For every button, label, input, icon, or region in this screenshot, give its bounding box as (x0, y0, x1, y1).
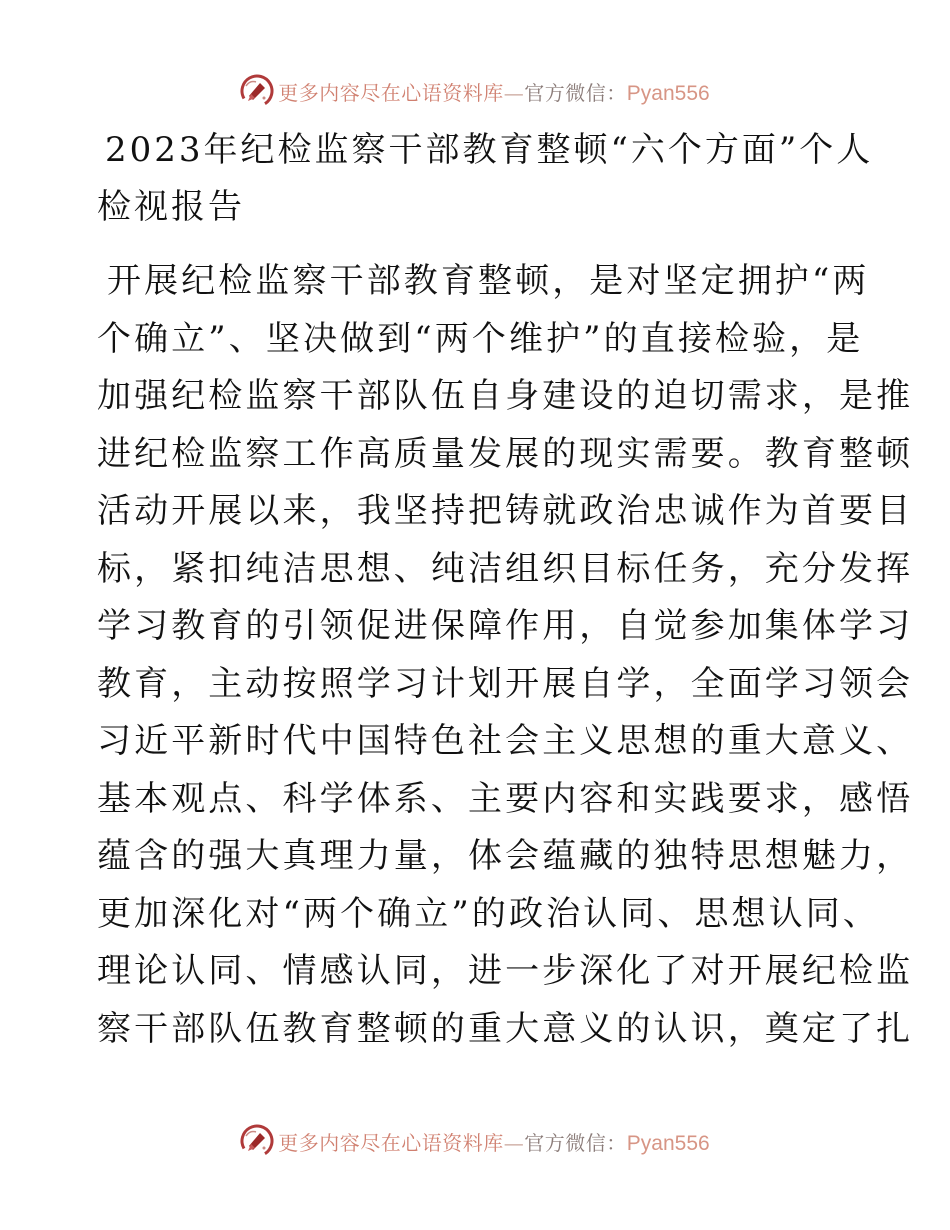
watermark-wechat-label: 官方微信： (524, 1130, 627, 1155)
title-line-1: 2023年纪检监察干部教育整顿“六个方面”个人 (105, 130, 874, 170)
watermark-wechat-label: 官方微信： (524, 80, 627, 105)
body-line: 基本观点、科学体系、主要内容和实践要求，感悟 (97, 778, 914, 819)
watermark-site-name: 更多内容尽在心语资料库 (278, 80, 504, 105)
body-line: 理论认同、情感认同，进一步深化了对开展纪检监 (97, 951, 914, 991)
body-line: 进纪检监察工作高质量发展的现实需要。教育整顿 (97, 433, 914, 474)
body-line: 学习教育的引领促进保障作用，自觉参加集体学习 (97, 606, 914, 646)
body-paragraph (97, 253, 914, 1058)
watermark-site-name: 更多内容尽在心语资料库 (278, 1130, 504, 1155)
body-line: 教育，主动按照学习计划开展自学，全面学习领会 (97, 663, 914, 704)
body-line: 加强纪检监察干部队伍自身建设的迫切需求，是推 (97, 376, 914, 416)
body-line: 标，紧扣纯洁思想、纯洁组织目标任务，充分发挥 (97, 548, 914, 589)
body-line: 开展纪检监察干部教育整顿，是对坚定拥护“两 (107, 261, 870, 301)
watermark-text (278, 77, 709, 106)
watermark-wechat-id: Pyan556 (626, 81, 710, 105)
watermark-dash: — (503, 1130, 525, 1155)
header-watermark (0, 71, 950, 111)
document-title (97, 122, 874, 236)
watermark-text (278, 1127, 709, 1156)
pen-nib-logo-icon (240, 1124, 274, 1158)
body-line: 个确立”、坚决做到“两个维护”的直接检验，是 (97, 318, 864, 359)
body-line: 察干部队伍教育整顿的重大意义的认识，奠定了扎 (97, 1008, 914, 1049)
body-line: 蕴含的强大真理力量，体会蕴藏的独特思想魅力， (97, 836, 914, 876)
pen-nib-logo-icon (240, 74, 274, 108)
body-line: 更加深化对“两个确立”的政治认同、思想认同、 (97, 893, 880, 934)
body-line: 活动开展以来，我坚持把铸就政治忠诚作为首要目 (97, 491, 914, 531)
title-line-2: 检视报告 (97, 187, 245, 227)
body-line: 习近平新时代中国特色社会主义思想的重大意义、 (97, 721, 914, 761)
footer-watermark (0, 1121, 950, 1161)
watermark-wechat-id: Pyan556 (626, 1131, 710, 1155)
watermark-dash: — (503, 80, 525, 105)
